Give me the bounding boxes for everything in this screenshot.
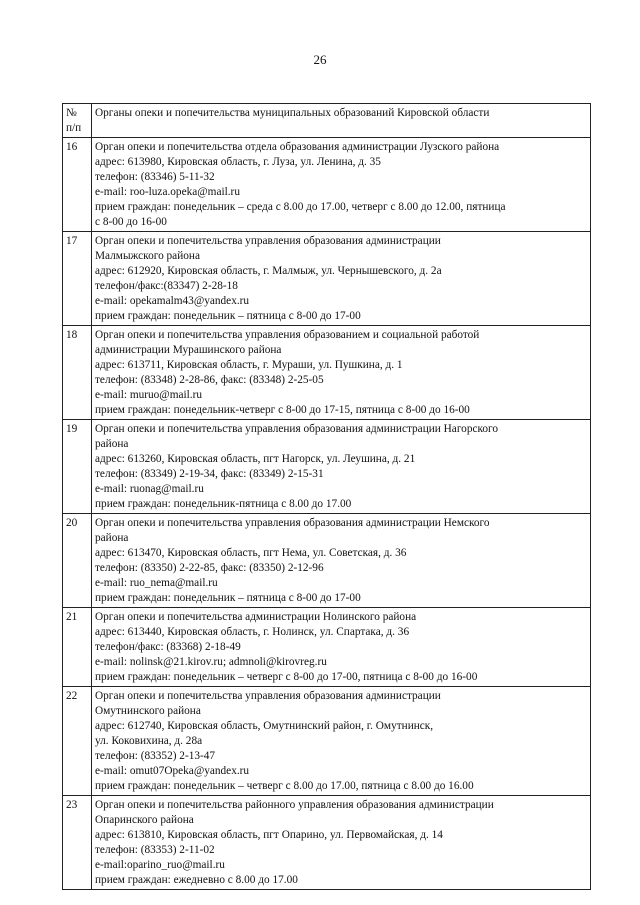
row-info-line: телефон/факс: (83368) 2-18-49 [95,641,241,653]
row-info-line: Орган опеки и попечительства управления образования администрации [95,690,441,702]
row-info-line: e-mail: muruo@mail.ru [95,389,203,401]
row-number-cell [63,687,92,796]
row-info-line: телефон: (83349) 2-19-34, факс: (83349) 2-15-31 [95,468,324,480]
table-header-row [63,104,591,138]
row-info-line: Орган опеки и попечительства управления образования администрации Нагорского [95,423,499,435]
table-row [63,514,591,608]
row-info-line: Орган опеки и попечительства управления образования администрации [95,235,441,247]
table-row [63,232,591,326]
row-info-line: адрес: 613440, Кировская область, г. Нолинск, ул. Спартака, д. 36 [95,626,410,638]
row-info-line: e-mail: omut07Opeka@yandex.ru [95,765,250,777]
row-info-line: Малмыжского района [95,250,200,262]
row-info-line: адрес: 613980, Кировская область, г. Луза, ул. Ленина, д. 35 [95,156,381,168]
row-info-line: администрации Мурашинского района [95,344,282,356]
row-info-line: прием граждан: понедельник – пятница с 8-00 до 17-00 [95,592,361,604]
row-number-cell [63,138,92,232]
row-number: 18 [66,329,78,341]
row-info-line: e-mail: nolinsk@21.kirov.ru; admnoli@kirovreg.ru [95,656,327,668]
row-info-line: с 8-00 до 16-00 [95,216,167,228]
row-info-line: e-mail: ruonag@mail.ru [95,483,204,495]
row-info-line: Омутнинского района [95,705,201,717]
row-info-line: телефон: (83353) 2-11-02 [95,844,215,856]
row-info-line: прием граждан: понедельник-пятница с 8.00 до 17.00 [95,498,352,510]
row-info-line: Орган опеки и попечительства районного управления образования администрации [95,799,494,811]
row-info-cell [92,420,591,514]
row-info-line: ул. Коковихина, д. 28а [95,735,203,747]
row-info-line: Опаринского района [95,814,194,826]
row-info-cell [92,232,591,326]
row-number-cell [63,420,92,514]
row-number: 16 [66,141,78,153]
table-row [63,796,591,890]
row-info-cell [92,608,591,687]
header-num-cell [63,104,92,138]
row-info-line: телефон: (83346) 5-11-32 [95,171,215,183]
header-title-cell [92,104,591,138]
header-num-label: № п/п [66,107,82,134]
row-info-line: прием граждан: понедельник – четверг с 8-00 до 17-00, пятница с 8-00 до 16-00 [95,671,478,683]
row-info-line: адрес: 613711, Кировская область, г. Мураши, ул. Пушкина, д. 1 [95,359,403,371]
row-number: 17 [66,235,78,247]
row-info-line: адрес: 613260, Кировская область, пгт Нагорск, ул. Леушина, д. 21 [95,453,416,465]
row-info-line: телефон: (83352) 2-13-47 [95,750,216,762]
row-info-line: Орган опеки и попечительства управления образования администрации Немского [95,517,490,529]
row-info-line: адрес: 613810, Кировская область, пгт Опарино, ул. Первомайская, д. 14 [95,829,443,841]
row-number-cell [63,326,92,420]
row-info-line: Орган опеки и попечительства управления образованием и социальной работой [95,329,480,341]
row-number: 19 [66,423,78,435]
row-number: 22 [66,690,78,702]
table-row [63,687,591,796]
row-info-line: прием граждан: понедельник – пятница с 8-00 до 17-00 [95,310,361,322]
row-info-line: телефон/факс:(83347) 2-28-18 [95,280,238,292]
header-title: Органы опеки и попечительства муниципальных образований Кировской области [95,107,490,119]
row-info-cell [92,687,591,796]
guardianship-table [62,103,591,890]
row-info-line: района [95,438,129,450]
row-info-line: Орган опеки и попечительства отдела образования администрации Лузского района [95,141,500,153]
row-number-cell [63,514,92,608]
row-number-cell [63,232,92,326]
row-info-cell [92,326,591,420]
table-row [63,138,591,232]
page-number: 26 [313,52,327,67]
row-number-cell [63,608,92,687]
row-info-cell [92,138,591,232]
row-info-line: адрес: 612740, Кировская область, Омутнинский район, г. Омутнинск, [95,720,434,732]
row-info-line: прием граждан: понедельник – среда с 8.00 до 17.00, четверг с 8.00 до 12.00, пятница [95,201,506,213]
row-number-cell [63,796,92,890]
row-info-line: прием граждан: понедельник-четверг с 8-00 до 17-15, пятница с 8-00 до 16-00 [95,404,470,416]
row-info-line: e-mail: opekamalm43@yandex.ru [95,295,250,307]
row-info-cell [92,796,591,890]
row-info-line: прием граждан: понедельник – четверг с 8.00 до 17.00, пятница с 8.00 до 16.00 [95,780,474,792]
table-row [63,420,591,514]
row-number: 21 [66,611,78,623]
row-number: 23 [66,799,78,811]
row-info-line: e-mail:oparino_ruo@mail.ru [95,859,225,871]
row-info-line: телефон: (83350) 2-22-85, факс: (83350) 2-12-96 [95,562,324,574]
row-info-line: адрес: 612920, Кировская область, г. Малмыж, ул. Чернышевского, д. 2а [95,265,442,277]
row-info-line: Орган опеки и попечительства администрации Нолинского района [95,611,417,623]
table-row [63,326,591,420]
row-info-line: района [95,532,129,544]
row-info-line: телефон: (83348) 2-28-86, факс: (83348) 2-25-05 [95,374,324,386]
row-info-line: e-mail: ruo_nema@mail.ru [95,577,218,589]
table-row [63,608,591,687]
row-info-cell [92,514,591,608]
row-info-line: e-mail: roo-luza.opeka@mail.ru [95,186,240,198]
row-info-line: адрес: 613470, Кировская область, пгт Нема, ул. Советская, д. 36 [95,547,407,559]
row-info-line: прием граждан: ежедневно с 8.00 до 17.00 [95,874,298,886]
row-number: 20 [66,517,78,529]
